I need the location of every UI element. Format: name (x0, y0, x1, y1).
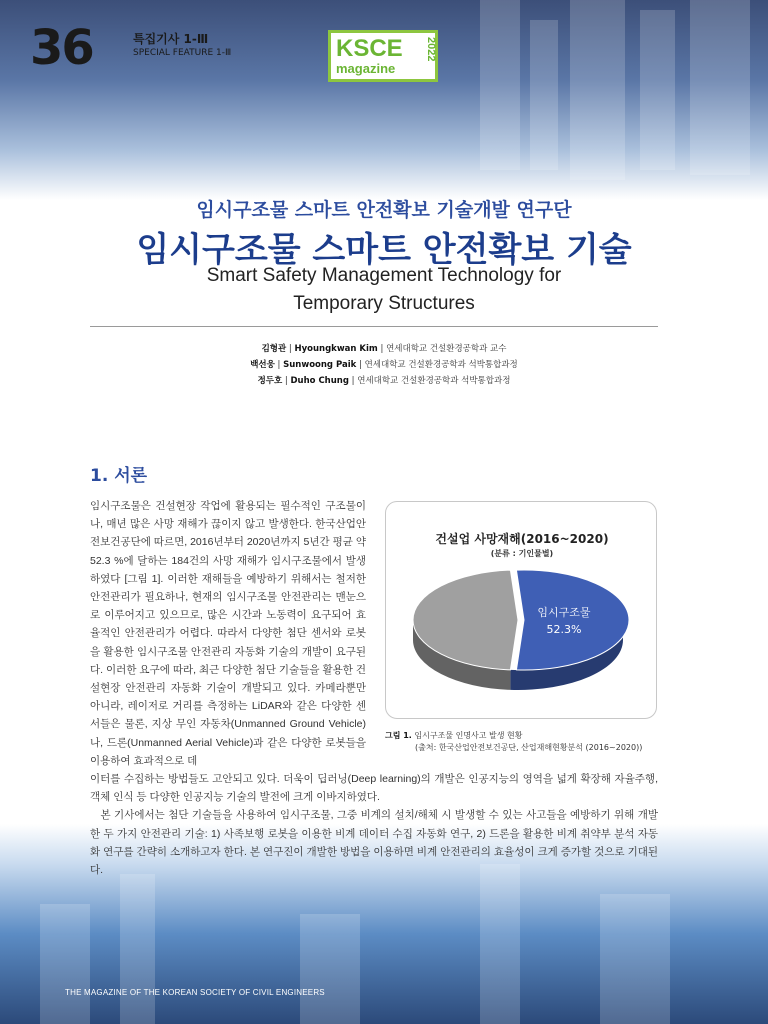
logo-sub-text: magazine (336, 61, 396, 76)
building-silhouette (530, 20, 558, 170)
author-affiliation: 연세대학교 건설환경공학과 석박통합과정 (364, 360, 518, 370)
body-paragraph: 본 기사에서는 첨단 기술들을 사용하여 임시구조물, 그중 비계의 설치/해체 시 발생할 수 있는 사고들을 예방하기 위해 개발한 두 가지 안전관리 기술: 1) 사족보행 로봇을 이용한 비계 데이터 수집 자동화 연구, 2) 드론을 활용한 비계 취약부 분석 자동화 연구를 간략히 소개하고자 한다. 본 연구진이 개발한 방법을 이용하면 비계 안전관리의 효율성이 크게 증가할 것으로 기대된다. (90, 809, 658, 877)
chart-title: 건설업 사망재해(2016~2020) (435, 532, 609, 546)
author-name-en: Sunwoong Paik (283, 360, 357, 370)
logo-year-text: 2022 (425, 37, 437, 62)
slice-value: 52.3% (546, 623, 582, 636)
author-line: 김형관 | Hyoungkwan Kim | 연세대학교 건설환경공학과 교수 (261, 344, 507, 354)
author-line: 정두호 | Duho Chung | 연세대학교 건설환경공학과 석박통합과정 (257, 376, 511, 386)
body-paragraph: 이터를 수집하는 방법들도 고안되고 있다. 더욱이 딥러닝(Deep learning)의 개발은 인공지능의 영역을 넓게 확장해 자율주행, 객체 인식 등 다양한 인공지능 기술의 발전에 크게 이바지하였다. (90, 773, 658, 804)
author-name-ko: 김형관 (261, 344, 287, 354)
author-name-en: Hyoungkwan Kim (294, 344, 378, 354)
author-name-ko: 정두호 (257, 376, 283, 386)
building-silhouette (480, 0, 520, 170)
author-list (0, 341, 768, 389)
chart-subtitle: (분류 : 기인물별) (490, 549, 554, 558)
building-silhouette (570, 0, 625, 180)
building-silhouette (40, 904, 90, 1024)
figure-caption (385, 730, 523, 741)
feature-label-en: SPECIAL FEATURE 1-Ⅲ (133, 48, 232, 58)
author-name-en: Duho Chung (290, 376, 349, 386)
building-silhouette (600, 894, 670, 1024)
building-silhouette (300, 914, 360, 1024)
page-number: 36 (30, 20, 93, 76)
author-affiliation: 연세대학교 건설환경공학과 석박통합과정 (357, 376, 511, 386)
author-affiliation: 연세대학교 건설환경공학과 교수 (386, 344, 507, 354)
article-subtitle-ko: 임시구조물 스마트 안전확보 기술개발 연구단 (196, 199, 572, 221)
caption-text: 임시구조물 인명사고 발생 현황 (414, 731, 523, 740)
article-title-en-line2: Temporary Structures (293, 293, 475, 314)
ksce-magazine-logo (328, 30, 438, 82)
pie-chart-svg (386, 502, 658, 720)
body-paragraph-wide (90, 770, 658, 879)
figure-source: (출처: 한국산업안전보건공단, 산업재해현황분석 (2016~2020)) (415, 743, 643, 752)
title-divider (90, 326, 658, 327)
footer-magazine-name: THE MAGAZINE OF THE KOREAN SOCIETY OF CIVIL ENGINEERS (65, 988, 325, 997)
figure-pie-chart (385, 501, 657, 719)
article-title-en (0, 262, 768, 318)
author-name-ko: 백선웅 (250, 360, 275, 370)
article-title-ko: 임시구조물 스마트 안전확보 기술 (136, 230, 632, 270)
building-silhouette (120, 874, 155, 1024)
logo-main-text: KSCE (336, 35, 403, 62)
caption-label: 그림 1. (385, 731, 412, 740)
author-line: 백선웅 | Sunwoong Paik | 연세대학교 건설환경공학과 석박통합과정 (250, 360, 518, 370)
section-heading: 1. 서론 (90, 466, 148, 486)
building-silhouette (480, 864, 520, 1024)
feature-label-ko: 특집기사 1-Ⅲ (133, 32, 209, 46)
body-paragraph-column: 임시구조물은 건설현장 작업에 활용되는 필수적인 구조물이나, 매년 많은 사망 재해가 끊이지 않고 발생한다. 한국산업안전보건공단에 따르면, 2016년부터 2020년까지 5년간 평균 약 52.3 %에 달하는 184건의 사망 재해가 임시구조물에서 발생하였다 [그림 1]. 이러한 재해들을 예방하기 위해서는 철저한 안전관리가 필요하나, 현재의 임시구조물 안전관리는 맨눈으로 이루어지고 있으므로, 많은 시간과 노동력이 요구되어 효율적인 안전관리가 어렵다. 따라서 다양한 첨단 센서와 로봇을 활용한 임시구조물 안전관리 자동화 기술의 개발이 요구된다. 이러한 요구에 따라, 최근 다양한 첨단 기술들을 활용한 건설현장 안전관리 자동화 기술이 개발되고 있다. 카메라뿐만 아니라, 레이저로 거리를 측정하는 LiDAR와 같은 다양한 센서들은 물론, 지상 무인 자동차(Unmanned Ground Vehicle)나, 드론(Unmanned Aerial Vehicle)과 같은 다양한 로봇들을 이용하여 효과적으로 데 (90, 500, 366, 767)
building-silhouette (690, 0, 750, 175)
article-title-en-line1: Smart Safety Management Technology for (206, 265, 562, 286)
slice-label: 임시구조물 (537, 606, 591, 619)
building-silhouette (640, 10, 675, 170)
